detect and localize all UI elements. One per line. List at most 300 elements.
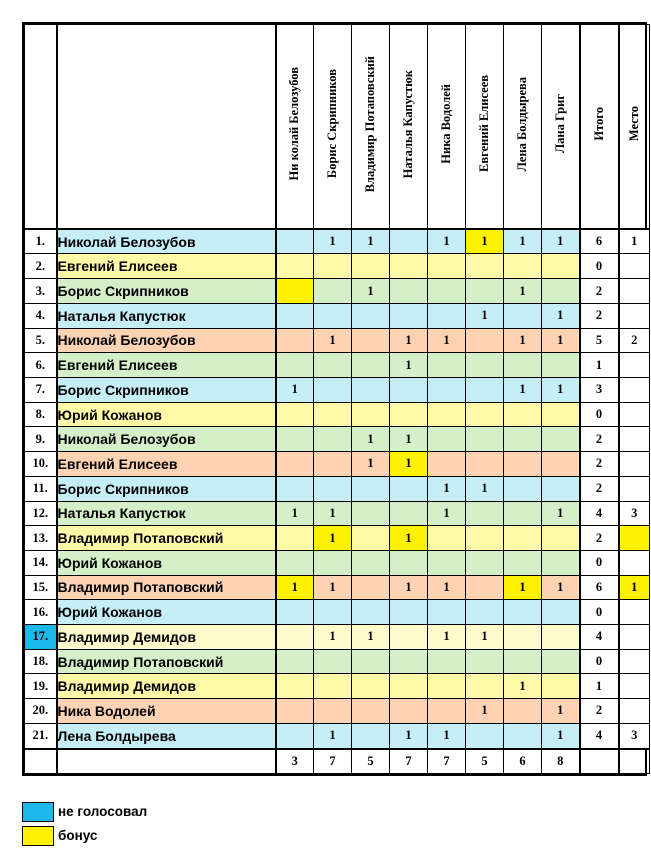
vote-cell bbox=[276, 674, 314, 699]
vote-cell bbox=[428, 674, 466, 699]
vote-cell bbox=[314, 378, 352, 403]
total-cell: 0 bbox=[580, 402, 619, 427]
vote-cell bbox=[352, 674, 390, 699]
place-cell: 2 bbox=[619, 328, 650, 353]
vote-cell: 1 bbox=[314, 575, 352, 600]
vote-cell: 1 bbox=[504, 229, 542, 254]
table-row bbox=[25, 452, 650, 477]
vote-cell bbox=[504, 699, 542, 724]
juror-header bbox=[276, 25, 314, 229]
empty-cell bbox=[25, 749, 57, 774]
vote-cell bbox=[466, 501, 504, 526]
row-number: 20. bbox=[25, 699, 57, 724]
vote-cell bbox=[504, 600, 542, 625]
vote-cell: 1 bbox=[390, 452, 428, 477]
vote-cell bbox=[466, 674, 504, 699]
vote-cell bbox=[428, 600, 466, 625]
vote-cell: 1 bbox=[352, 229, 390, 254]
place-cell bbox=[619, 526, 650, 551]
juror-name: Ни колай Белозубов bbox=[287, 67, 302, 181]
vote-cell bbox=[390, 476, 428, 501]
contestant-name: Ника Водолей bbox=[57, 699, 276, 724]
vote-cell: 1 bbox=[542, 699, 580, 724]
juror-name: Борис Скрипников bbox=[325, 69, 339, 179]
vote-cell: 1 bbox=[428, 501, 466, 526]
vote-cell bbox=[390, 699, 428, 724]
vote-cell: 1 bbox=[542, 501, 580, 526]
vote-cell: 1 bbox=[466, 699, 504, 724]
vote-cell: 1 bbox=[390, 526, 428, 551]
vote-cell bbox=[314, 254, 352, 279]
vote-cell bbox=[314, 550, 352, 575]
vote-cell bbox=[276, 476, 314, 501]
vote-cell bbox=[390, 254, 428, 279]
column-totals-row bbox=[25, 749, 650, 774]
juror-name: Владимир Потаповский bbox=[363, 55, 377, 193]
vote-cell bbox=[390, 378, 428, 403]
column-total-cell: 7 bbox=[428, 749, 466, 774]
place-cell: 1 bbox=[619, 575, 650, 600]
juror-name: Лена Болдырева bbox=[515, 76, 529, 172]
vote-cell bbox=[276, 550, 314, 575]
vote-cell: 1 bbox=[390, 427, 428, 452]
table-row bbox=[25, 378, 650, 403]
vote-cell bbox=[314, 427, 352, 452]
vote-cell bbox=[466, 550, 504, 575]
table-row bbox=[25, 476, 650, 501]
row-number: 10. bbox=[25, 452, 57, 477]
place-cell bbox=[619, 402, 650, 427]
contestant-name: Владимир Потаповский bbox=[57, 649, 276, 674]
row-number: 6. bbox=[25, 353, 57, 378]
vote-cell bbox=[542, 600, 580, 625]
vote-cell bbox=[352, 353, 390, 378]
vote-cell: 1 bbox=[466, 625, 504, 650]
table-row bbox=[25, 254, 650, 279]
table-row bbox=[25, 575, 650, 600]
vote-cell bbox=[466, 649, 504, 674]
vote-cell bbox=[276, 526, 314, 551]
total-cell: 0 bbox=[580, 550, 619, 575]
total-cell: 0 bbox=[580, 600, 619, 625]
vote-cell: 1 bbox=[504, 378, 542, 403]
vote-cell bbox=[466, 279, 504, 304]
vote-cell: 1 bbox=[276, 501, 314, 526]
vote-cell: 1 bbox=[276, 378, 314, 403]
vote-cell bbox=[542, 476, 580, 501]
row-number: 15. bbox=[25, 575, 57, 600]
vote-cell bbox=[390, 649, 428, 674]
contestant-name: Лена Болдырева bbox=[57, 723, 276, 748]
vote-cell bbox=[428, 378, 466, 403]
legend-item bbox=[22, 824, 147, 847]
vote-cell bbox=[276, 353, 314, 378]
place-cell bbox=[619, 452, 650, 477]
table-row bbox=[25, 526, 650, 551]
contestant-name: Наталья Капустюк bbox=[57, 501, 276, 526]
place-cell bbox=[619, 279, 650, 304]
place-cell bbox=[619, 649, 650, 674]
vote-cell bbox=[466, 452, 504, 477]
vote-cell bbox=[352, 526, 390, 551]
vote-cell bbox=[428, 353, 466, 378]
vote-cell bbox=[504, 303, 542, 328]
score-table-frame bbox=[22, 22, 647, 776]
vote-cell bbox=[466, 402, 504, 427]
table-row bbox=[25, 649, 650, 674]
vote-cell: 1 bbox=[428, 328, 466, 353]
vote-cell bbox=[314, 600, 352, 625]
vote-cell: 1 bbox=[504, 575, 542, 600]
row-number: 9. bbox=[25, 427, 57, 452]
vote-cell bbox=[352, 550, 390, 575]
total-header bbox=[580, 25, 619, 229]
total-cell: 1 bbox=[580, 353, 619, 378]
legend-swatch bbox=[22, 826, 54, 846]
vote-cell bbox=[466, 328, 504, 353]
vote-cell bbox=[542, 402, 580, 427]
vote-cell bbox=[428, 254, 466, 279]
total-cell: 6 bbox=[580, 575, 619, 600]
vote-cell bbox=[276, 649, 314, 674]
vote-cell bbox=[390, 501, 428, 526]
vote-cell: 1 bbox=[504, 279, 542, 304]
vote-cell: 1 bbox=[352, 279, 390, 304]
row-number: 5. bbox=[25, 328, 57, 353]
name-header-cell bbox=[57, 25, 276, 229]
contestant-name: Владимир Потаповский bbox=[57, 526, 276, 551]
row-number: 8. bbox=[25, 402, 57, 427]
total-cell: 1 bbox=[580, 674, 619, 699]
row-number: 11. bbox=[25, 476, 57, 501]
total-cell: 0 bbox=[580, 649, 619, 674]
vote-cell bbox=[504, 402, 542, 427]
row-number: 17. bbox=[25, 625, 57, 650]
total-cell: 5 bbox=[580, 328, 619, 353]
juror-header bbox=[390, 25, 428, 229]
vote-cell: 1 bbox=[390, 723, 428, 748]
vote-cell bbox=[542, 279, 580, 304]
vote-cell: 1 bbox=[314, 526, 352, 551]
empty-cell bbox=[580, 749, 619, 774]
vote-cell bbox=[542, 649, 580, 674]
vote-cell bbox=[390, 625, 428, 650]
vote-cell bbox=[276, 303, 314, 328]
vote-cell bbox=[542, 625, 580, 650]
vote-cell: 1 bbox=[390, 353, 428, 378]
vote-cell: 1 bbox=[466, 303, 504, 328]
column-total-cell: 3 bbox=[276, 749, 314, 774]
vote-cell bbox=[504, 452, 542, 477]
contestant-name: Владимир Потаповский bbox=[57, 575, 276, 600]
juror-name: Наталья Капустюк bbox=[401, 69, 415, 179]
vote-cell bbox=[352, 254, 390, 279]
vote-cell: 1 bbox=[542, 723, 580, 748]
vote-cell bbox=[276, 402, 314, 427]
vote-cell bbox=[352, 600, 390, 625]
vote-cell bbox=[466, 723, 504, 748]
place-cell bbox=[619, 476, 650, 501]
vote-cell bbox=[352, 575, 390, 600]
vote-cell bbox=[504, 427, 542, 452]
vote-cell bbox=[390, 402, 428, 427]
place-cell bbox=[619, 303, 650, 328]
total-cell: 2 bbox=[580, 279, 619, 304]
vote-cell bbox=[504, 526, 542, 551]
vote-cell bbox=[504, 353, 542, 378]
vote-cell bbox=[466, 600, 504, 625]
place-cell bbox=[619, 699, 650, 724]
juror-header bbox=[428, 25, 466, 229]
contestant-name: Евгений Елисеев bbox=[57, 452, 276, 477]
vote-cell bbox=[352, 402, 390, 427]
vote-cell bbox=[352, 699, 390, 724]
table-row bbox=[25, 600, 650, 625]
contestant-name: Николай Белозубов bbox=[57, 328, 276, 353]
vote-cell: 1 bbox=[390, 575, 428, 600]
vote-cell bbox=[314, 699, 352, 724]
vote-cell: 1 bbox=[314, 501, 352, 526]
vote-cell bbox=[314, 452, 352, 477]
vote-cell: 1 bbox=[542, 575, 580, 600]
vote-cell bbox=[276, 279, 314, 304]
vote-cell bbox=[276, 699, 314, 724]
vote-cell bbox=[542, 526, 580, 551]
legend-swatch bbox=[22, 802, 54, 822]
place-cell bbox=[619, 550, 650, 575]
header-row bbox=[25, 25, 650, 229]
corner-cell bbox=[25, 25, 57, 229]
vote-cell bbox=[466, 575, 504, 600]
vote-cell: 1 bbox=[542, 328, 580, 353]
juror-header bbox=[504, 25, 542, 229]
place-cell: 1 bbox=[619, 229, 650, 254]
table-row bbox=[25, 229, 650, 254]
vote-cell bbox=[466, 427, 504, 452]
place-cell bbox=[619, 600, 650, 625]
vote-cell bbox=[352, 303, 390, 328]
juror-name: Евгений Елисеев bbox=[477, 75, 491, 173]
vote-cell bbox=[314, 279, 352, 304]
table-row bbox=[25, 699, 650, 724]
table-row bbox=[25, 402, 650, 427]
total-cell: 2 bbox=[580, 476, 619, 501]
vote-cell: 1 bbox=[428, 625, 466, 650]
column-total-cell: 6 bbox=[504, 749, 542, 774]
place-cell bbox=[619, 254, 650, 279]
vote-cell bbox=[428, 699, 466, 724]
vote-cell bbox=[276, 600, 314, 625]
vote-cell bbox=[542, 550, 580, 575]
vote-cell bbox=[542, 254, 580, 279]
vote-cell bbox=[390, 600, 428, 625]
vote-cell bbox=[466, 378, 504, 403]
vote-cell bbox=[390, 229, 428, 254]
vote-cell bbox=[542, 452, 580, 477]
vote-cell: 1 bbox=[428, 723, 466, 748]
column-total-cell: 8 bbox=[542, 749, 580, 774]
vote-cell bbox=[314, 674, 352, 699]
vote-cell bbox=[276, 328, 314, 353]
vote-cell: 1 bbox=[542, 229, 580, 254]
vote-cell: 1 bbox=[542, 303, 580, 328]
vote-cell bbox=[314, 303, 352, 328]
vote-cell: 1 bbox=[314, 328, 352, 353]
vote-cell: 1 bbox=[504, 674, 542, 699]
row-number: 12. bbox=[25, 501, 57, 526]
row-number: 14. bbox=[25, 550, 57, 575]
column-total-cell: 7 bbox=[314, 749, 352, 774]
contestant-name: Евгений Елисеев bbox=[57, 353, 276, 378]
row-number: 18. bbox=[25, 649, 57, 674]
place-header-label: Место bbox=[626, 106, 641, 142]
vote-cell bbox=[466, 526, 504, 551]
contestant-name: Евгений Елисеев bbox=[57, 254, 276, 279]
vote-cell bbox=[466, 353, 504, 378]
vote-cell bbox=[428, 303, 466, 328]
total-cell: 2 bbox=[580, 427, 619, 452]
contestant-name: Юрий Кожанов bbox=[57, 600, 276, 625]
row-number: 16. bbox=[25, 600, 57, 625]
juror-name: Ника Водолей bbox=[439, 84, 453, 164]
place-cell bbox=[619, 674, 650, 699]
total-cell: 4 bbox=[580, 501, 619, 526]
vote-cell bbox=[390, 674, 428, 699]
table-row bbox=[25, 279, 650, 304]
juror-header bbox=[466, 25, 504, 229]
vote-cell bbox=[428, 279, 466, 304]
contestant-name: Владимир Демидов bbox=[57, 625, 276, 650]
juror-name: Лана Григ bbox=[552, 94, 567, 154]
vote-cell bbox=[276, 229, 314, 254]
vote-cell bbox=[276, 427, 314, 452]
contestant-name: Юрий Кожанов bbox=[57, 402, 276, 427]
row-number: 21. bbox=[25, 723, 57, 748]
vote-cell bbox=[314, 476, 352, 501]
total-cell: 4 bbox=[580, 723, 619, 748]
table-row bbox=[25, 550, 650, 575]
vote-cell bbox=[352, 378, 390, 403]
place-cell: 3 bbox=[619, 723, 650, 748]
vote-cell bbox=[428, 452, 466, 477]
contestant-name: Борис Скрипников bbox=[57, 279, 276, 304]
table-row bbox=[25, 427, 650, 452]
vote-cell: 1 bbox=[390, 328, 428, 353]
score-table bbox=[24, 24, 650, 774]
vote-cell bbox=[428, 550, 466, 575]
juror-header bbox=[352, 25, 390, 229]
row-number: 7. bbox=[25, 378, 57, 403]
vote-cell bbox=[542, 353, 580, 378]
vote-cell bbox=[428, 402, 466, 427]
legend bbox=[22, 800, 147, 848]
empty-cell bbox=[619, 749, 650, 774]
vote-cell bbox=[390, 303, 428, 328]
total-cell: 0 bbox=[580, 254, 619, 279]
legend-label: бонус bbox=[58, 828, 98, 843]
vote-cell bbox=[276, 625, 314, 650]
empty-cell bbox=[57, 749, 276, 774]
contestant-name: Наталья Капустюк bbox=[57, 303, 276, 328]
vote-cell: 1 bbox=[504, 328, 542, 353]
contestant-name: Борис Скрипников bbox=[57, 378, 276, 403]
vote-cell bbox=[352, 328, 390, 353]
column-total-cell: 5 bbox=[466, 749, 504, 774]
table-row bbox=[25, 353, 650, 378]
contestant-name: Николай Белозубов bbox=[57, 427, 276, 452]
vote-cell bbox=[276, 452, 314, 477]
row-number: 19. bbox=[25, 674, 57, 699]
vote-cell bbox=[542, 427, 580, 452]
vote-cell bbox=[504, 625, 542, 650]
total-cell: 2 bbox=[580, 526, 619, 551]
total-cell: 6 bbox=[580, 229, 619, 254]
contestant-name: Владимир Демидов bbox=[57, 674, 276, 699]
total-cell: 2 bbox=[580, 699, 619, 724]
column-total-cell: 7 bbox=[390, 749, 428, 774]
row-number: 2. bbox=[25, 254, 57, 279]
total-cell: 4 bbox=[580, 625, 619, 650]
vote-cell bbox=[466, 254, 504, 279]
vote-cell: 1 bbox=[428, 575, 466, 600]
vote-cell bbox=[352, 723, 390, 748]
place-cell bbox=[619, 625, 650, 650]
vote-cell bbox=[276, 723, 314, 748]
place-cell bbox=[619, 378, 650, 403]
row-number: 13. bbox=[25, 526, 57, 551]
vote-cell bbox=[504, 476, 542, 501]
vote-cell bbox=[504, 723, 542, 748]
vote-cell: 1 bbox=[314, 723, 352, 748]
row-number: 3. bbox=[25, 279, 57, 304]
vote-cell bbox=[428, 649, 466, 674]
vote-cell: 1 bbox=[314, 625, 352, 650]
total-cell: 2 bbox=[580, 303, 619, 328]
total-cell: 3 bbox=[580, 378, 619, 403]
place-cell: 3 bbox=[619, 501, 650, 526]
vote-cell bbox=[504, 501, 542, 526]
row-number: 4. bbox=[25, 303, 57, 328]
vote-cell: 1 bbox=[352, 625, 390, 650]
vote-cell bbox=[542, 674, 580, 699]
vote-cell: 1 bbox=[352, 427, 390, 452]
vote-cell bbox=[276, 254, 314, 279]
vote-cell bbox=[504, 649, 542, 674]
table-row bbox=[25, 328, 650, 353]
vote-cell bbox=[504, 254, 542, 279]
legend-label: не голосовал bbox=[58, 804, 148, 819]
vote-cell bbox=[504, 550, 542, 575]
vote-cell: 1 bbox=[466, 229, 504, 254]
vote-cell bbox=[352, 501, 390, 526]
row-number: 1. bbox=[25, 229, 57, 254]
place-header bbox=[619, 25, 650, 229]
total-cell: 2 bbox=[580, 452, 619, 477]
vote-cell bbox=[314, 353, 352, 378]
vote-cell: 1 bbox=[542, 378, 580, 403]
table-row bbox=[25, 723, 650, 748]
place-cell bbox=[619, 353, 650, 378]
table-row bbox=[25, 303, 650, 328]
legend-item bbox=[22, 800, 147, 823]
vote-cell: 1 bbox=[276, 575, 314, 600]
vote-cell bbox=[390, 550, 428, 575]
table-row bbox=[25, 674, 650, 699]
vote-cell bbox=[428, 526, 466, 551]
vote-cell bbox=[352, 476, 390, 501]
juror-header bbox=[542, 25, 580, 229]
vote-cell: 1 bbox=[466, 476, 504, 501]
